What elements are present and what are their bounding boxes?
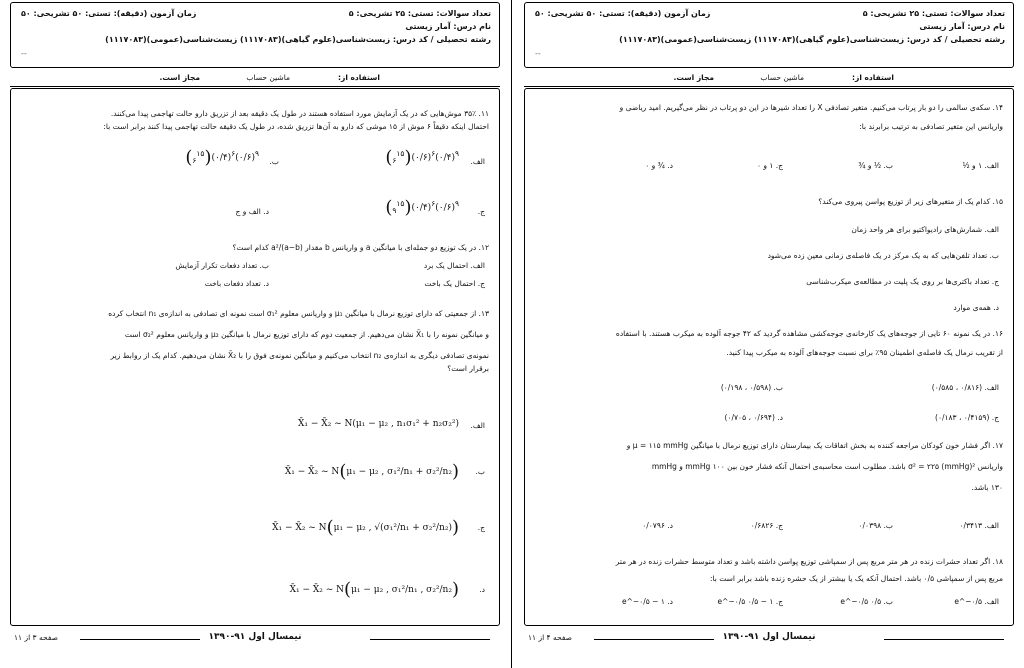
q16-option-c: ج. (۰/۴۱۵۹ ، ۰/۱۸۳) xyxy=(935,413,999,422)
page-footer xyxy=(524,628,1014,648)
q12-option-d: د. تعداد دفعات باخت xyxy=(204,279,269,288)
q17-option-a: الف. ۰/۳۴۱۳ xyxy=(959,521,999,530)
term-label: نیمسال اول ۹۱-۱۳۹۰ xyxy=(722,632,816,642)
use-label: استفاده از: xyxy=(338,73,380,82)
q13-option-a: الف. xyxy=(470,421,485,430)
q16-option-d: د. (۰/۶۹۴ ، ۰/۷۰۵) xyxy=(724,413,783,422)
q13-line2: و میانگین نمونه را با X̄₁ نشان می‌دهیم. از جمعیت دوم که دارای توزیع نرمال با میانگین μ₂ و واریانس معلوم σ₂² است xyxy=(124,330,489,339)
q18-option-b: ب. ۰/۵ e^−۰/۵ xyxy=(840,597,893,606)
q18-line2: مربع پس از سمپاشی ۰/۵ باشد. احتمال آنکه یک یا بیشتر از یک حشره زنده باشد برابر است با: xyxy=(709,574,1003,583)
q14-line1: ۱۴. سکه‌ی سالمی را دو بار پرتاب می‌کنیم. متغیر تصادفی X را تعداد شیرها در این دو پرتاب در نظر می‌گیریم. امید ریاضی و xyxy=(619,103,1003,112)
page-number: صفحه ۴ از ۱۱ xyxy=(528,633,572,642)
q13-formula-b: X̄₁ − X̄₂ ~ N(μ₁ − μ₂ , σ₁²/n₁ + σ₂²/n₂) xyxy=(284,461,459,482)
q12-option-a: الف. احتمال یک برد xyxy=(423,261,485,270)
q13-option-b: ب. xyxy=(475,467,485,476)
q13-line1: ۱۳. از جمعیتی که دارای توزیع نرمال با میانگین μ₁ و واریانس معلوم σ₁² است نمونه ای تصادفی به اندازه‌ی n₁ انتخاب کرده xyxy=(108,309,489,318)
q13-option-d: د. xyxy=(479,585,485,594)
q11-formula-a: $(_۶^{۱۵})(۰/۶)^۶(۰/۴)^۹$ xyxy=(385,147,459,168)
calc-label: ماشین حساب xyxy=(760,73,804,82)
question-16 xyxy=(535,327,1003,359)
q13-line4: برقرار است؟ xyxy=(447,364,489,373)
question-count: تعداد سوالات: تستی: ۲۵ تشریحی: ۵ xyxy=(862,9,1005,18)
calculator-note xyxy=(10,72,500,87)
q13-line3: نمونه‌ی تصادفی دیگری به اندازه‌ی n₂ انتخاب می‌کنیم و میانگین نمونه‌ی فوق را با X̄₂ نشان می‌دهیم. کدام یک از روابط زیر xyxy=(110,351,489,360)
q15-option-c: ج. تعداد باکتری‌ها بر روی یک پلیت در مطالعه‌ی میکرب‌شناسی xyxy=(806,277,999,286)
q17-line3: ۱۳۰ باشد. xyxy=(971,483,1003,492)
q14-option-c: ج. ۱ و ۰ xyxy=(756,161,783,170)
q12-option-c: ج. احتمال یک باخت xyxy=(424,279,485,288)
question-14 xyxy=(535,101,1003,133)
q11-option-a: الف. xyxy=(470,157,485,166)
question-12: ۱۲. در یک توزیع دو جمله‌ای با میانگین a و واریانس b مقدار a²/(a−b) کدام است؟ xyxy=(232,243,489,252)
exam-time: زمان آزمون (دقیقه): تستی: ۵۰ تشریحی: ۵۰ xyxy=(535,9,711,18)
q14-option-d: د. ¾ و ۰ xyxy=(645,161,673,170)
q15-option-a: الف. شمارش‌های رادیواکتیو برای هر واحد زمان xyxy=(851,225,999,234)
q17-option-c: ج. ۰/۶۸۲۶ xyxy=(750,521,783,530)
question-11 xyxy=(21,107,489,133)
q11-option-b: ب. xyxy=(269,157,279,166)
q17-option-d: د. ۰/۰۷۹۶ xyxy=(642,521,673,530)
question-count: تعداد سوالات: تستی: ۲۵ تشریحی: ۵ xyxy=(348,9,491,18)
questions-frame xyxy=(10,88,500,626)
q13-formula-a: X̄₁ − X̄₂ ~ N(μ₁ − μ₂ , n₁σ₁² + n₂σ₂²) xyxy=(297,419,459,429)
course-field: رشته تحصیلی / کد درس: زیست‌شناسی(علوم گیاهی)(۱۱۱۷۰۸۳) زیست‌شناسی(عمومی)(۱۱۱۷۰۸۳) xyxy=(619,35,1005,44)
q11-line2: احتمال اینکه دقیقاً ۶ موش از ۱۵ موشی که دارو به آن‌ها تزریق شده، در طول یک دقیقه حالت تهاجمی پیدا کنند برابر است با: xyxy=(103,122,489,131)
exam-header xyxy=(10,2,500,68)
q18-option-d: د. ۱ − e^−۰/۵ xyxy=(622,597,673,606)
question-18 xyxy=(535,555,1003,585)
term-label: نیمسال اول ۹۱-۱۳۹۰ xyxy=(208,632,302,642)
q11-line1: ۱۱. ۳۵٪ موش‌هایی که در یک آزمایش مورد استفاده هستند در طول یک دقیقه بعد از تزریق دارو حالت تهاجمی پیدا می‌کنند. xyxy=(110,109,489,118)
calculator-note xyxy=(524,72,1014,87)
exam-page-right xyxy=(522,0,1016,648)
q17-option-b: ب. ۰/۰۳۹۸ xyxy=(858,521,893,530)
exam-header xyxy=(524,2,1014,68)
q18-line1: ۱۸. اگر تعداد حشرات زنده در هر متر مربع پس از سمپاشی توزیع پواسن داشته باشد و تعداد متوسط حشرات زنده در هر متر xyxy=(615,557,1003,566)
q16-option-b: ب. (۰/۵۹۸ ، ۰/۱۹۸) xyxy=(720,383,783,392)
q17-line2: واریانس σ² = ۲۲۵ (mmHg)² باشد. مطلوب است محاسبه‌ی احتمال آنکه فشار خون بین ۱۰۰ mmHg و mmHg xyxy=(651,462,1003,471)
question-15: ۱۵. کدام یک از متغیرهای زیر از توزیع پواسن پیروی می‌کند؟ xyxy=(818,197,1003,206)
q13-formula-c: X̄₁ − X̄₂ ~ N(μ₁ − μ₂ , √(σ₁²/n₁ + σ₂²/n₂)) xyxy=(272,517,459,538)
exam-page-left xyxy=(8,0,502,648)
q11-option-d: د. الف و ج xyxy=(235,207,269,216)
q11-formula-c: $(_۹^{۱۵})(۰/۴)^۶(۰/۶)^۹$ xyxy=(385,197,459,218)
question-13 xyxy=(21,307,489,375)
allowed-label: مجاز است. xyxy=(159,73,200,82)
header-dash: -- xyxy=(535,49,541,58)
q18-option-c: ج. ۱ − ۰/۵ e^−۰/۵ xyxy=(717,597,783,606)
q18-option-a: الف. e^−۰/۵ xyxy=(954,597,999,606)
q14-line2: واریانس این متغیر تصادفی به ترتیب برابرند با: xyxy=(859,122,1003,131)
calc-label: ماشین حساب xyxy=(246,73,290,82)
q15-option-b: ب. تعداد تلفن‌هایی که به یک مرکز در یک فاصله‌ی زمانی معین زده می‌شود xyxy=(767,251,999,260)
page-number: صفحه ۳ از ۱۱ xyxy=(14,633,58,642)
q16-line2: از تقریب نرمال یک فاصله‌ی اطمینان ۹۵٪ برای نسبت جوجه‌های آلوده به میکرب پیدا کنید. xyxy=(726,348,1003,357)
course-name: نام درس: آمار زیستی xyxy=(919,22,1005,31)
allowed-label: مجاز است. xyxy=(673,73,714,82)
questions-frame xyxy=(524,88,1014,626)
q16-line1: ۱۶. در یک نمونه ۶۰ تایی از جوجه‌های یک کارخانه‌ی جوجه‌کشی مشاهده گردید که ۴۲ جوجه آلوده به میکرب هستند. با استفاده xyxy=(615,329,1003,338)
use-label: استفاده از: xyxy=(852,73,894,82)
question-17 xyxy=(535,439,1003,494)
q14-option-b: ب. ½ و ¾ xyxy=(858,161,893,170)
q15-option-d: د. همه‌ی موارد xyxy=(953,303,999,312)
q17-line1: ۱۷. اگر فشار خون کودکان مراجعه کننده به بخش اتفاقات یک بیمارستان دارای توزیع نرمال با میانگین μ = ۱۱۵ mmHg و xyxy=(626,441,1003,450)
q14-option-a: الف. ۱ و ½ xyxy=(962,161,999,170)
page-divider xyxy=(511,0,512,668)
q16-option-a: الف. (۰/۸۱۶ ، ۰/۵۸۵) xyxy=(931,383,999,392)
page-footer xyxy=(10,628,500,648)
header-dash: -- xyxy=(21,49,27,58)
course-field: رشته تحصیلی / کد درس: زیست‌شناسی(علوم گیاهی)(۱۱۱۷۰۸۳) زیست‌شناسی(عمومی)(۱۱۱۷۰۸۳) xyxy=(105,35,491,44)
q12-option-b: ب. تعداد دفعات تکرار آزمایش xyxy=(175,261,269,270)
q11-formula-b: $(_۶^{۱۵})(۰/۴)^۶(۰/۶)^۹$ xyxy=(185,147,259,168)
q13-option-c: ج. xyxy=(477,523,485,532)
course-name: نام درس: آمار زیستی xyxy=(405,22,491,31)
q13-formula-d: X̄₁ − X̄₂ ~ N(μ₁ − μ₂ , σ₁²/n₁ , σ₂²/n₂) xyxy=(289,579,459,600)
q11-option-c: ج. xyxy=(477,207,485,216)
exam-time: زمان آزمون (دقیقه): تستی: ۵۰ تشریحی: ۵۰ xyxy=(21,9,197,18)
